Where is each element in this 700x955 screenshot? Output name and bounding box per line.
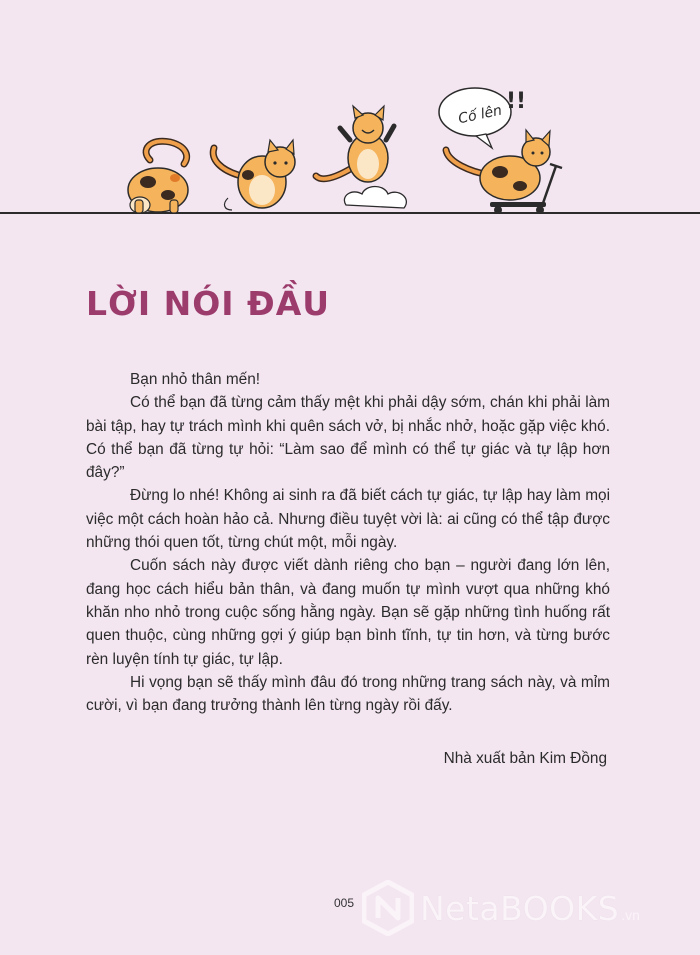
cats-illustration: [0, 0, 700, 230]
cat-4-illustration: [446, 130, 562, 214]
paragraph: Bạn nhỏ thân mến!: [130, 371, 261, 388]
watermark-suffix: .vn: [621, 907, 640, 923]
watermark: [362, 880, 640, 936]
cat-3-illustration: [316, 106, 406, 208]
speech-bubble-exclaim: !!: [506, 89, 527, 114]
publisher-signature: Nhà xuất bản Kim Đồng: [443, 750, 607, 767]
netabooks-logo-icon: [362, 880, 414, 936]
page-number: 005: [334, 896, 355, 910]
speech-bubble: [439, 88, 526, 148]
watermark-brand: NetaBOOKS: [420, 888, 620, 928]
paragraph: Có thể bạn đã từng cảm thấy mệt khi phải dậy sớm, chán khi phải làm bài tập, hay tự trách mình khi quên sách vở, bị nhắc nhở, hoặc gặp việc khó. Có thể bạn đã từng tự hỏi: “Làm sao để mình có thể tự giác và tự lập hơn đây?”: [86, 394, 610, 482]
paragraph: Hi vọng bạn sẽ thấy mình đâu đó trong những trang sách này, và mỉm cười, vì bạn đang trưởng thành lên từng ngày rồi đấy.: [86, 673, 610, 715]
cat-1-illustration: [128, 141, 188, 213]
paragraph: Cuốn sách này được viết dành riêng cho bạn – người đang lớn lên, đang học cách hiểu bản thân, và đang muốn tự mình vượt qua những khó khăn nho nhỏ trong cuộc sống hằng ngày. Bạn sẽ gặp những tình huống rất quen thuộc, cùng những gợi ý giúp bạn bình tĩnh, tự tin hơn, và từng bước rèn luyện tính tự giác, tự lập.: [86, 557, 610, 668]
cat-2-illustration: [213, 140, 295, 210]
preface-body: [86, 368, 610, 717]
speech-bubble-text: Cố lên: [456, 102, 504, 128]
paragraph: Đừng lo nhé! Không ai sinh ra đã biết cách tự giác, tự lập hay làm mọi việc một cách hoàn hảo cả. Nhưng điều tuyệt vời là: ai cũng có thể tập được những thói quen tốt, từng chút một, mỗi ngày.: [86, 487, 610, 552]
page-heading: LỜI NÓI ĐẦU: [86, 284, 331, 323]
